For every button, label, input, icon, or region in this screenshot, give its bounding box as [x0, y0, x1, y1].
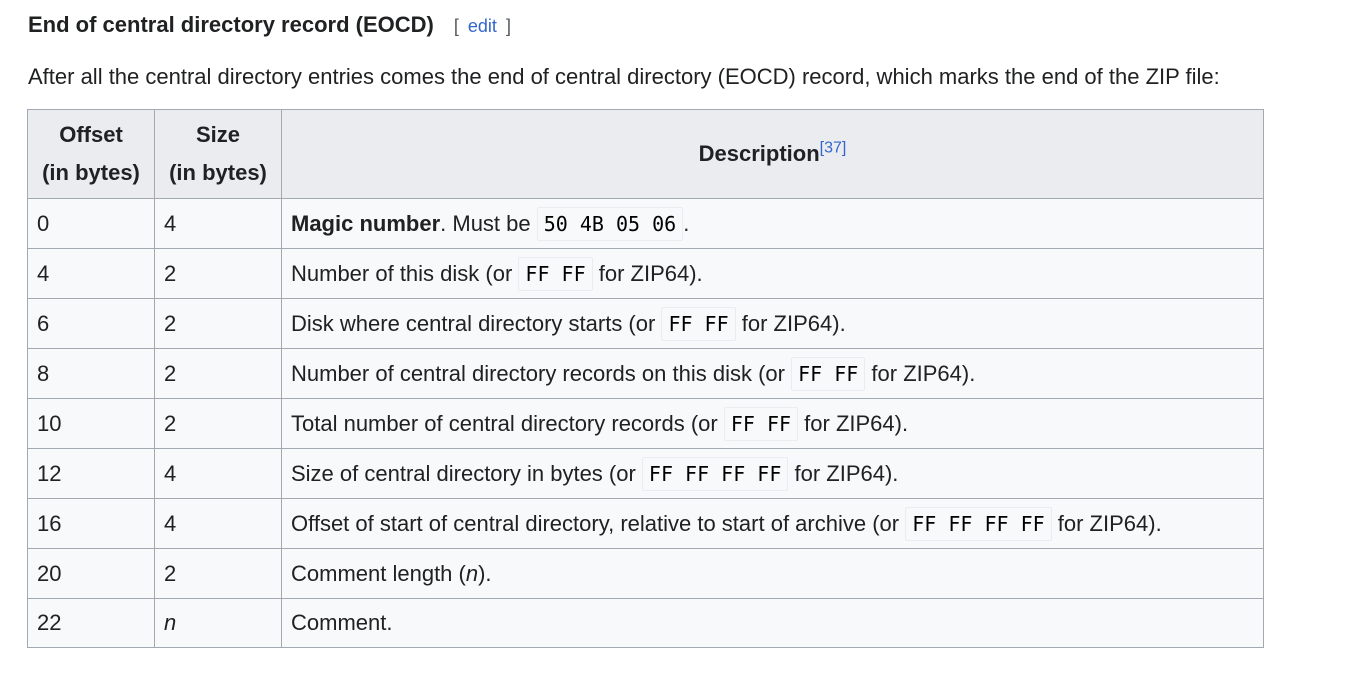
description-text-after: for ZIP64).: [1051, 510, 1162, 536]
edit-bracket-close: ]: [505, 16, 511, 36]
description-cell: [282, 349, 1264, 399]
description-text-after: for ZIP64).: [788, 460, 899, 486]
header-offset-line2: (in bytes): [42, 160, 140, 185]
size-cell: n: [155, 599, 282, 648]
variable-n: n: [465, 560, 479, 586]
header-size-line2: (in bytes): [169, 160, 267, 185]
description-text-before: Total number of central directory records (or: [291, 410, 724, 436]
header-offset: [28, 110, 155, 199]
size-cell: 4: [155, 449, 282, 499]
table-row: [28, 249, 1264, 299]
offset-cell: 22: [28, 599, 155, 648]
table-row: [28, 349, 1264, 399]
header-offset-line1: Offset: [59, 122, 123, 147]
table-row: [28, 449, 1264, 499]
edit-section: [454, 16, 511, 37]
table-row: [28, 499, 1264, 549]
description-cell: [282, 249, 1264, 299]
table-row: [28, 299, 1264, 349]
hex-code: FF FF: [518, 257, 592, 291]
intro-paragraph: After all the central directory entries comes the end of central directory (EOCD) record, which marks the end of the ZIP file:: [28, 64, 1220, 89]
description-text-before: Number of this disk (or: [291, 260, 519, 286]
description-text-after: for ZIP64).: [798, 410, 909, 436]
description-cell: [282, 449, 1264, 499]
offset-cell: 0: [28, 199, 155, 249]
edit-bracket-open: [: [453, 16, 459, 36]
size-cell: 4: [155, 199, 282, 249]
description-cell: [282, 499, 1264, 549]
section-heading: End of central directory record (EOCD): [28, 12, 434, 37]
offset-cell: 6: [28, 299, 155, 349]
hex-code: FF FF FF FF: [642, 457, 788, 491]
description-text-before: Number of central directory records on this disk (or: [291, 360, 792, 386]
hex-code: 50 4B 05 06: [537, 207, 683, 241]
table-row: [28, 599, 1264, 648]
size-cell: 2: [155, 349, 282, 399]
description-text-before: Offset of start of central directory, relative to start of archive (or: [291, 510, 906, 536]
size-cell: 2: [155, 249, 282, 299]
header-size-line1: Size: [195, 122, 241, 147]
description-cell: [282, 299, 1264, 349]
table-row: [28, 399, 1264, 449]
description-text-before: Disk where central directory starts (or: [291, 310, 662, 336]
header-size: [155, 110, 282, 199]
header-description-text: [699, 135, 847, 173]
hex-code: FF FF FF FF: [905, 507, 1051, 541]
table-row: [28, 199, 1264, 249]
hex-code: FF FF: [724, 407, 798, 441]
table-header-row: [28, 110, 1264, 199]
description-cell: [282, 599, 1264, 648]
description-text-after: for ZIP64).: [735, 310, 846, 336]
description-cell: [282, 549, 1264, 599]
description-text-before: Comment.: [291, 610, 393, 635]
description-cell: [282, 399, 1264, 449]
description-text-after: ).: [478, 560, 492, 586]
edit-link[interactable]: edit: [467, 16, 497, 36]
eocd-table: [27, 109, 1264, 648]
description-text-before: Size of central directory in bytes (or: [291, 460, 642, 486]
size-cell: 2: [155, 399, 282, 449]
offset-cell: 8: [28, 349, 155, 399]
magic-number-label: Magic number: [291, 210, 441, 236]
offset-cell: 10: [28, 399, 155, 449]
header-description: [282, 110, 1264, 199]
section-heading-row: [28, 12, 511, 38]
offset-cell: 20: [28, 549, 155, 599]
hex-code: FF FF: [791, 357, 865, 391]
offset-cell: 12: [28, 449, 155, 499]
description-text-after: for ZIP64).: [592, 260, 703, 286]
description-text-after: for ZIP64).: [865, 360, 976, 386]
offset-cell: 16: [28, 499, 155, 549]
size-cell: 2: [155, 549, 282, 599]
offset-cell: 4: [28, 249, 155, 299]
hex-code: FF FF: [661, 307, 735, 341]
size-cell: 4: [155, 499, 282, 549]
header-description-label: Description: [698, 141, 820, 166]
description-cell: [282, 199, 1264, 249]
table-row: [28, 549, 1264, 599]
description-text-after: .: [683, 210, 690, 236]
description-text-before: . Must be: [440, 210, 537, 236]
description-text-before: Comment length (: [291, 560, 466, 586]
reference-link[interactable]: [37]: [819, 139, 847, 157]
size-cell: 2: [155, 299, 282, 349]
